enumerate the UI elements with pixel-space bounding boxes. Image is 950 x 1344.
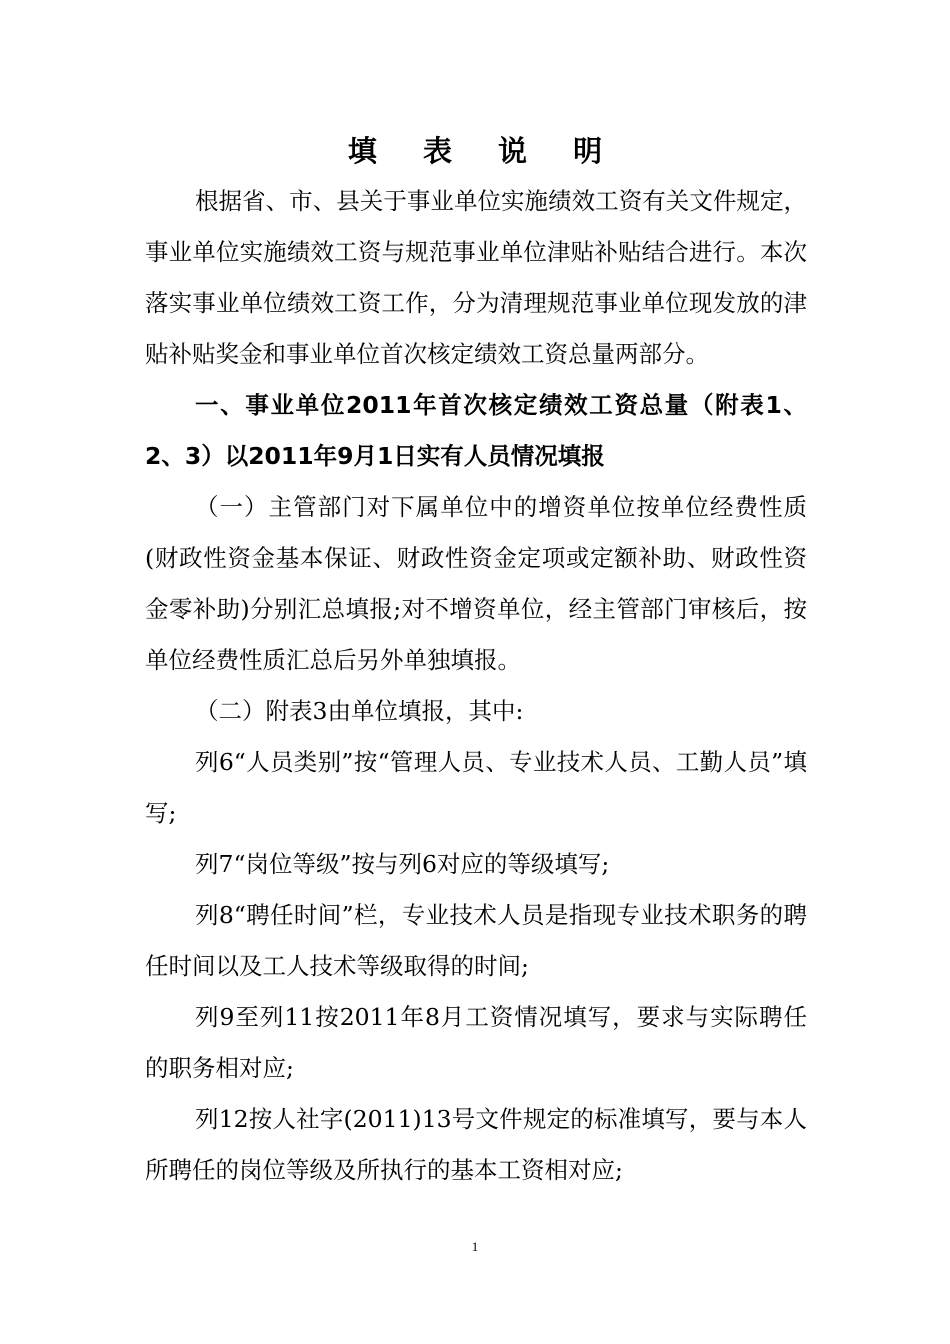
column-9-11-note: 列9至列11按2011年8月工资情况填写，要求与实际聘任的职务相对应; xyxy=(145,1003,807,1082)
column-8-note: 列8“聘任时间”栏，专业技术人员是指现专业技术职务的聘任时间以及工人技术等级取得的时间; xyxy=(145,901,807,980)
column-7-note: 列7“岗位等级”按与列6对应的等级填写; xyxy=(195,850,610,878)
column-6-note: 列6“人员类别”按“管理人员、专业技术人员、工勤人员”填写; xyxy=(145,748,807,827)
sub-item-1: （一）主管部门对下属单位中的增资单位按单位经费性质(财政性资金基本保证、财政性资金定项或定额补助、财政性资金零补助)分别汇总填报;对不增资单位，经主管部门审核后，按单位经费性质汇总后另外单独填报。 xyxy=(145,493,807,674)
column-12-note: 列12按人社字(2011)13号文件规定的标准填写，要与本人所聘任的岗位等级及所执行的基本工资相对应; xyxy=(145,1105,807,1184)
page-number: 1 xyxy=(471,1239,479,1254)
section-heading: 一、事业单位2011年首次核定绩效工资总量（附表1、2、3）以2011年9月1日实有人员情况填报 xyxy=(145,391,807,470)
page-title: 填 表 说 明 xyxy=(347,134,621,168)
intro-paragraph: 根据省、市、县关于事业单位实施绩效工资有关文件规定，事业单位实施绩效工资与规范事业单位津贴补贴结合进行。本次落实事业单位绩效工资工作，分为清理规范事业单位现发放的津贴补贴奖金和事业单位首次核定绩效工资总量两部分。 xyxy=(145,187,807,368)
document-body xyxy=(145,176,807,1196)
sub-item-2: （二）附表3由单位填报，其中: xyxy=(195,697,524,725)
